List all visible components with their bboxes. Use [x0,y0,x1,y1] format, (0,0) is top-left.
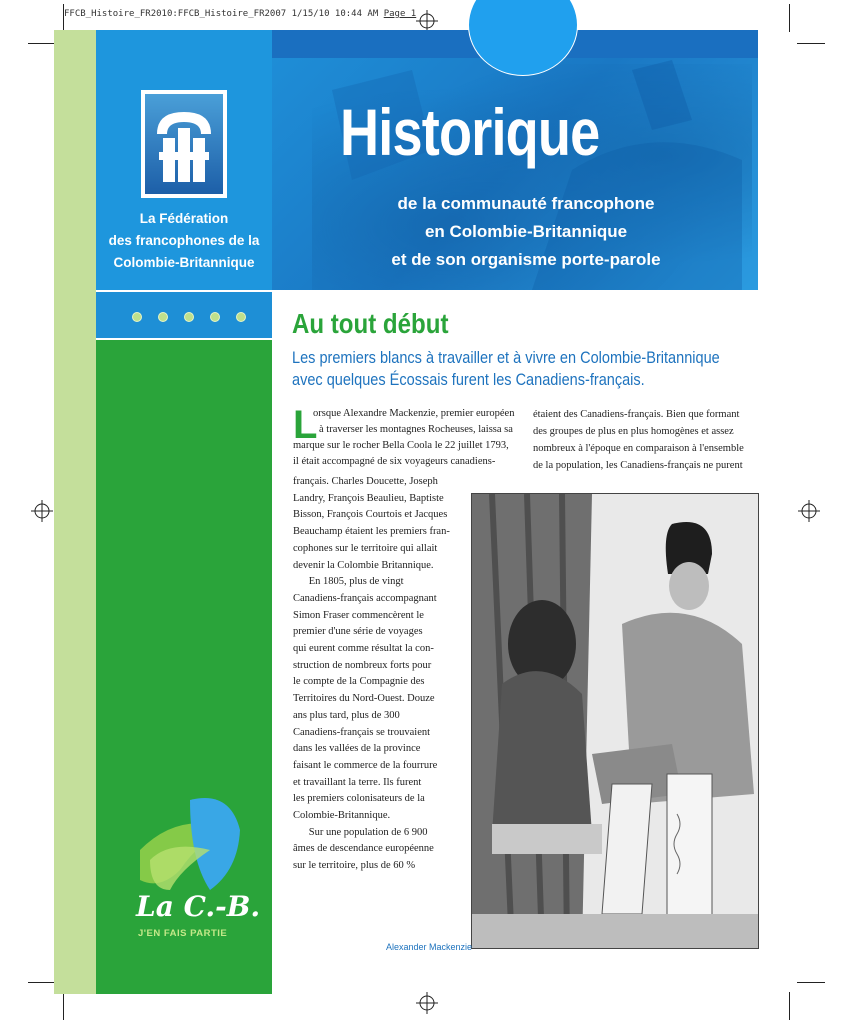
text-line: qui eurent comme résultat la con- [293,643,434,655]
ffcb-logo [141,90,227,198]
crop-mark [63,4,64,32]
federation-name-line: Colombie-Britannique [113,255,255,270]
text-line: Landry, François Beaulieu, Baptiste [293,492,444,504]
text-line: français. Charles Doucette, Joseph [293,476,438,487]
sidebar-stripe [54,30,96,994]
crop-mark [28,43,56,44]
print-slug [64,9,416,19]
text-line: Sur une population de 6 900 [293,826,428,838]
text-line: premier d'une série de voyages [293,626,423,638]
text-line: marque sur le rocher Bella Coola le 22 juillet 1793, [293,440,509,451]
text-line: Bisson, François Courtois et Jacques [293,509,448,521]
ffcb-logo-icon [145,94,223,194]
text-line: ans plus tard, plus de 300 [293,709,400,721]
federation-name-line: des francophones de la [108,233,260,248]
la-cb-wordmark: La C.-B. [136,890,261,923]
page-title: Historique [340,95,600,169]
section-heading: Au tout début [292,308,449,339]
photo-caption: Alexander Mackenzie [386,942,473,952]
crop-mark [28,982,56,983]
text-line: devenir la Colombie Britannique. [293,559,434,571]
text-line: Canadiens-français se trouvaient [293,726,431,738]
crop-mark [63,992,64,1020]
article-column-1-narrow [293,474,457,875]
crop-mark [789,992,790,1020]
crop-mark [789,4,790,32]
text-line: En 1805, plus de vingt [293,576,404,588]
dot [210,312,220,322]
text-line: faisant le commerce de la fourrure [293,759,438,771]
page-subtitle [350,190,702,274]
text-line: les premiers colonisateurs de la [293,793,425,805]
text-line: le compte de la Compagnie des [293,676,425,688]
slug-text: FFCB_Histoire_FR2010:FFCB_Histoire_FR2007 1/15/10 10:44 AM [64,9,384,19]
text-line: étaient des Canadiens-français. Bien que formant [533,409,740,420]
intro-line: avec quelques Écossais furent les Canadiens-français. [292,371,645,389]
decorative-dots [132,312,246,322]
text-line: de la population, les Canadiens-français ne purent [533,460,743,471]
text-line: orsque Alexandre Mackenzie, premier européen [313,408,515,419]
text-line: struction de nombreux forts pour [293,659,432,671]
historical-photo [471,493,759,949]
dot [236,312,246,322]
dot [184,312,194,322]
crop-mark [797,982,825,983]
text-line: dans les vallées de la province [293,743,421,755]
registration-mark-icon [416,992,438,1014]
la-cb-tagline: J'EN FAIS PARTIE [138,928,228,939]
registration-mark-icon [416,10,438,32]
article-column-2 [533,406,759,474]
registration-mark-icon [798,500,820,522]
text-line: Canadiens-français accompagnant [293,592,437,604]
text-line: des groupes de plus en plus homogènes et assez [533,426,734,437]
text-line: Territoires du Nord-Ouest. Douze [293,693,435,705]
registration-mark-icon [31,500,53,522]
text-line: Colombie-Britannique. [293,810,391,822]
subtitle-line: en Colombie-Britannique [424,222,628,241]
text-line: Simon Fraser commencèrent le [293,609,424,621]
text-line: sur le territoire, plus de 60 % [293,860,416,872]
la-cb-logo-icon [120,790,260,950]
text-line: cophones sur le territoire qui allait [293,542,438,554]
article-column-1-top [293,403,519,470]
slug-page: Page 1 [383,9,417,19]
intro-line: Les premiers blancs à travailler et à vivre en Colombie-Britannique [292,349,720,367]
federation-name [100,208,268,274]
subtitle-line: de la communauté francophone [397,194,655,213]
text-line: il était accompagné de six voyageurs canadiens- [293,456,496,467]
dot [132,312,142,322]
subtitle-line: et de son organisme porte-parole [391,250,661,269]
drop-cap: L [293,403,318,447]
text-line: nombreux à l'époque en comparaison à l'ensemble [533,443,744,454]
text-line: âmes de descendance européenne [293,843,434,855]
text-line: à traverser les montagnes Rocheuses, laissa sa [319,424,513,435]
crop-mark [797,43,825,44]
dot [158,312,168,322]
text-line: Beauchamp étaient les premiers fran- [293,526,450,538]
text-line: et travaillant la terre. Ils furent [293,776,422,788]
section-intro [292,347,720,391]
portrait-photo-icon [472,494,758,948]
federation-name-line: La Fédération [139,211,229,226]
